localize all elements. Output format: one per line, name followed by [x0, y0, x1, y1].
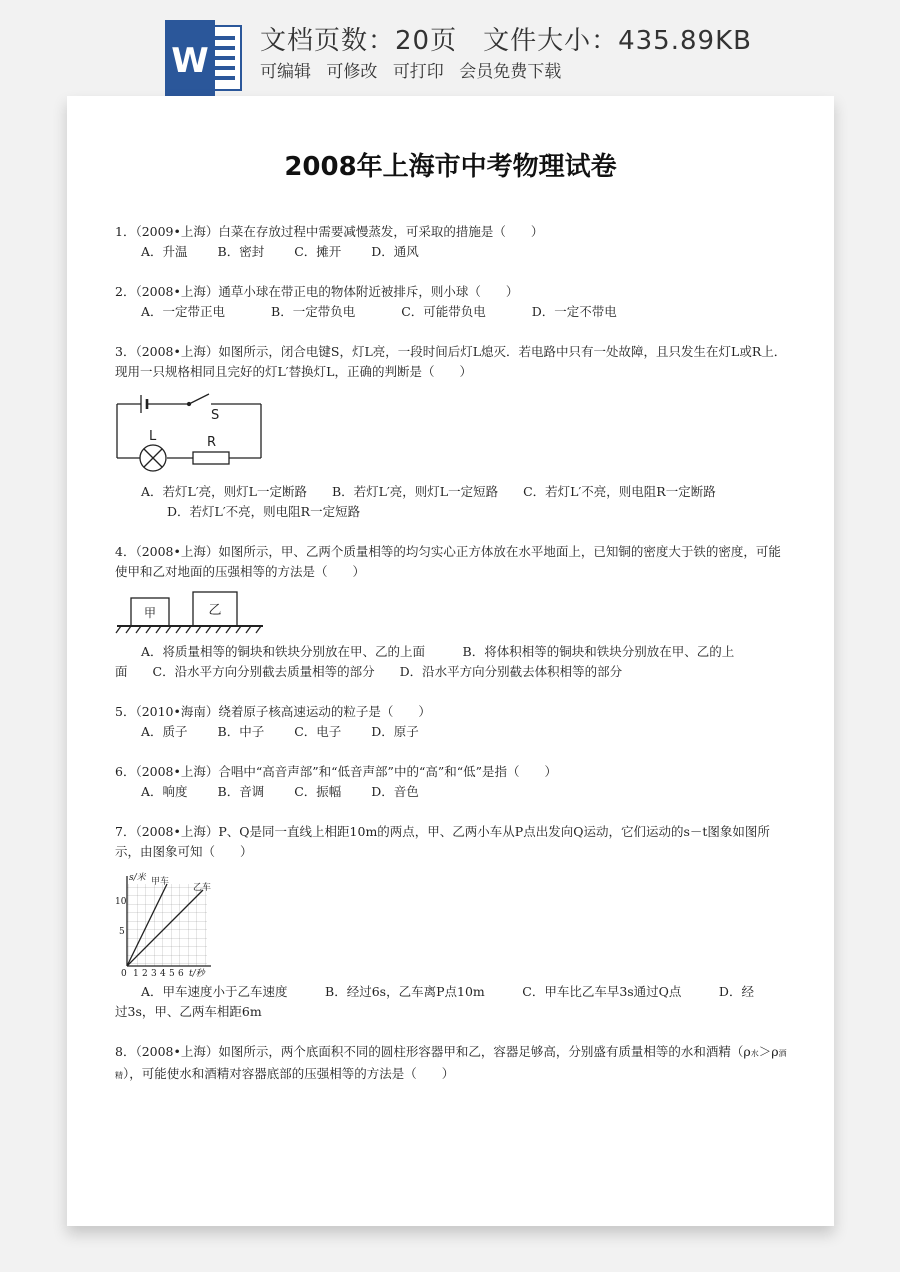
options-line-1: A．甲车速度小于乙车速度 B．经过6s，乙车离P点10m C．甲车比乙车早3s通过Q点 D．经 [141, 984, 754, 999]
option-a: A．质子 [141, 724, 188, 739]
option-d: D．通风 [371, 244, 419, 259]
document-page[interactable] [67, 96, 834, 1226]
options-line-2: 过3s，甲、乙两车相距6m [115, 1004, 262, 1019]
question-options [115, 722, 787, 742]
question-stem: 7．（2008•上海）P、Q是同一直线上相距10m的两点，甲、乙两小车从P点出发向Q运动，它们运动的s－t图象如图所示，由图象可知（ ） [115, 824, 770, 859]
svg-text:W: W [171, 41, 209, 81]
option-d: D．一定不带电 [531, 304, 617, 319]
page-count: 文档页数：20页 [260, 26, 458, 56]
question-options [115, 302, 787, 322]
feature-list [260, 57, 571, 82]
question-4 [115, 542, 787, 582]
options-line-2: 面 C．沿水平方向分别截去质量相等的部分 D．沿水平方向分别截去体积相等的部分 [115, 664, 623, 679]
subscript-alcohol: 酒精 [115, 1049, 787, 1080]
option-a: A．响度 [141, 784, 188, 799]
question-stem: 6．（2008•上海）合唱中“高音声部”和“低音声部”中的“高”和“低”是指（ ） [115, 764, 558, 779]
x-axis-label: t/秒 [189, 969, 205, 979]
feature-printable: 可打印 [392, 62, 444, 82]
question-stem: 5．（2010•海南）绕着原子核高速运动的粒子是（ ） [115, 704, 431, 719]
question-2 [115, 282, 787, 322]
question-7 [115, 822, 787, 862]
file-size: 文件大小：435.89KB [483, 26, 752, 56]
option-b: B．一定带负电 [271, 304, 356, 319]
question-stem: 8．（2008•上海）如图所示，两个底面积不同的圆柱形容器甲和乙，容器足够高，分别盛有质量相等的水和酒精（ρ [115, 1044, 751, 1059]
x-tick-2: 2 [142, 969, 148, 979]
question-4-options [115, 642, 787, 682]
options-line-1: A．将质量相等的铜块和铁块分别放在甲、乙的上面 B．将体积相等的铜块和铁块分别放在甲、乙的上 [141, 644, 735, 659]
document-stats [260, 20, 778, 57]
question-stem: 1．（2009•上海）白菜在存放过程中需要减慢蒸发，可采取的措施是（ ） [115, 224, 544, 239]
x-tick-1: 1 [133, 969, 139, 979]
document-title: 2008年上海市中考物理试卷 [284, 152, 617, 182]
blocks-diagram [115, 590, 265, 636]
block-a-label: 甲 [143, 606, 157, 620]
question-stem: 4．（2008•上海）如图所示，甲、乙两个质量相等的均匀实心正方体放在水平地面上，已知铜的密度大于铁的密度，可能使甲和乙对地面的压强相等的方法是（ ） [115, 544, 781, 579]
question-7-options [115, 982, 787, 1022]
question-3 [115, 342, 787, 382]
question-options [115, 782, 787, 802]
resistor-label: R [207, 435, 217, 450]
option-c: C．电子 [294, 724, 342, 739]
option-a: A．一定带正电 [141, 304, 226, 319]
block-b-label: 乙 [208, 603, 222, 618]
y-axis-label: s/米 [129, 873, 146, 883]
y-tick-10: 10 [115, 897, 127, 907]
stem-compare: ＞ρ [758, 1044, 779, 1059]
x-tick-5: 5 [169, 969, 175, 979]
question-1 [115, 222, 787, 262]
circuit-diagram [111, 392, 269, 472]
question-6 [115, 762, 787, 802]
question-stem: 2．（2008•上海）通草小球在带正电的物体附近被排斥，则小球（ ） [115, 284, 519, 299]
x-tick-4: 4 [160, 969, 166, 979]
option-b: B．密封 [217, 244, 265, 259]
option-b: B．音调 [217, 784, 265, 799]
line-yi-label: 乙车 [193, 883, 212, 893]
s-t-graph [103, 870, 233, 980]
feature-member-download: 会员免费下载 [459, 62, 562, 82]
question-8 [115, 1042, 787, 1086]
stem-end: ），可能使水和酒精对容器底部的压强相等的方法是（ ） [123, 1066, 455, 1081]
y-tick-5: 5 [119, 927, 125, 937]
options-line-1: A．若灯L′亮，则灯L一定断路 B．若灯L′亮，则灯L一定短路 C．若灯L′不亮，则电阻R一定断路 [141, 484, 716, 499]
options-line-2: D．若灯L′不亮，则电阻R一定短路 [167, 504, 361, 519]
word-document-icon [163, 20, 245, 96]
line-jia-label: 甲车 [151, 877, 170, 887]
option-c: C．摊开 [294, 244, 342, 259]
lamp-label: L [149, 429, 157, 444]
question-stem: 3．（2008•上海）如图所示，闭合电键S，灯L亮，一段时间后灯L熄灭．若电路中只有一处故障，且只发生在灯L或R上．现用一只规格相同且完好的灯L′替换灯L，正确的判断是（ ） [115, 344, 787, 379]
feature-editable: 可编辑 [260, 62, 311, 82]
question-5 [115, 702, 787, 742]
x-tick-6: 6 [178, 969, 184, 979]
question-3-options [115, 482, 787, 522]
x-tick-3: 3 [151, 969, 157, 979]
x-tick-0: 0 [121, 969, 127, 979]
header-bar [0, 0, 900, 100]
option-a: A．升温 [141, 244, 188, 259]
question-options [115, 242, 787, 262]
option-c: C．振幅 [294, 784, 342, 799]
option-c: C．可能带负电 [401, 304, 486, 319]
switch-label: S [211, 408, 220, 423]
subscript-water: 水 [750, 1049, 759, 1058]
option-d: D．原子 [371, 724, 419, 739]
feature-modifiable: 可修改 [326, 62, 378, 82]
option-b: B．中子 [217, 724, 265, 739]
option-d: D．音色 [371, 784, 419, 799]
